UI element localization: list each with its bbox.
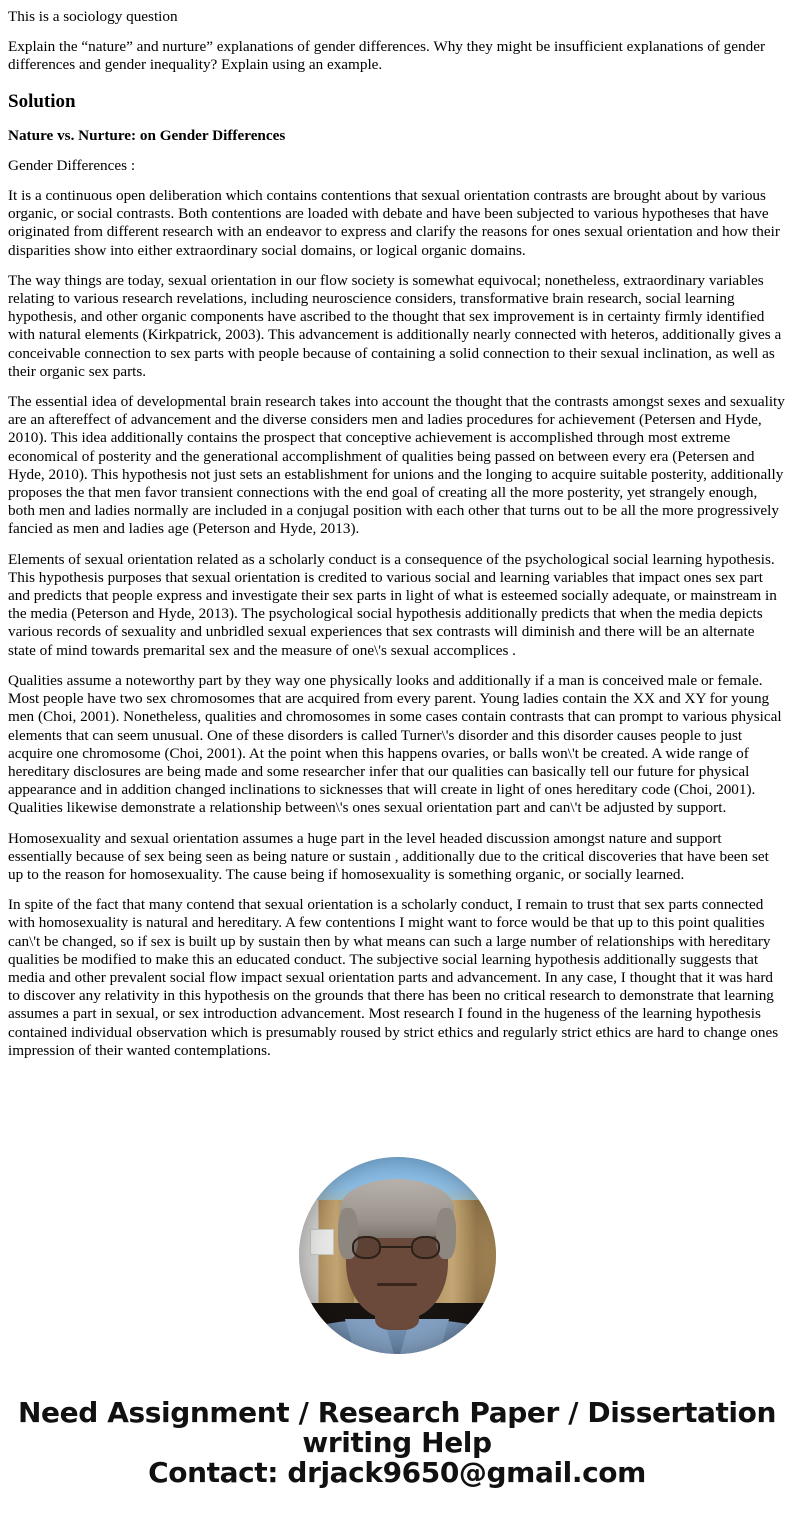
intro-line: This is a sociology question	[8, 8, 178, 25]
sub-heading: Nature vs. Nurture: on Gender Differences	[8, 126, 286, 144]
solution-heading: Solution	[8, 90, 76, 112]
footer-line-2: writing Help	[302, 1426, 492, 1459]
topic-label: Gender Differences :	[8, 156, 136, 174]
avatar-vignette	[299, 1157, 496, 1354]
body-paragraph: It is a continuous open deliberation which contains contentions that sexual orientation contrasts are brought about by various organic, or social contrasts. Both contentions are loaded with debate and have been subjected to various hypotheses that have originated from different research with an endeavor to express and clarify the reasons for ones sexual orientation and how their disparities show into either extraordinary social domains, or logical organic domains.	[8, 187, 780, 259]
body-paragraph: The way things are today, sexual orientation in our flow society is somewhat equivocal; nonetheless, extraordinary variables relating to various research revelations, including neuroscience considers, transformative brain research, social learning hypothesis, and other organic components have ascribed to the thought that sex improvement is in certainty firmly identified with natural elements (Kirkpatrick, 2003). This advancement is additionally nearly connected with heteros, additionally gives a conceivable connection to sex parts with people because of containing a solid connection to their sexual inclination, as well as their organic sex parts.	[8, 271, 782, 380]
avatar	[299, 1157, 496, 1354]
question-text: Explain the “nature” and nurture” explanations of gender differences. Why they might be insufficient explanations of gender differences and gender inequality? Explain using an example.	[8, 38, 766, 74]
body-paragraph: Homosexuality and sexual orientation assumes a huge part in the level headed discussion amongst nature and support essentially because of sex being seen as being nature or sustain , additionally due to the critical discoveries that have been set up to the reason for homosexuality. The cause being if homosexuality is something organic, or socially learned.	[8, 829, 769, 883]
footer-contact-banner	[0, 1398, 794, 1488]
avatar-container	[0, 1157, 794, 1357]
body-paragraph: Elements of sexual orientation related as a scholarly conduct is a consequence of the psychological social learning hypothesis. This hypothesis purposes that sexual orientation is credited to various social and learning variables that impact ones sex part and predicts that people express and investigate their sex parts in light of what is esteemed socially adequate, or mainstream in the media (Peterson and Hyde, 2013). The psychological social hypothesis additionally predicts that when the media depicts various records of sexuality and unbridled sexual experiences that sex contrasts will diminish and there will be an alternate state of mind towards premarital sex and the measure of one\'s sexual accomplices .	[8, 550, 777, 659]
body-paragraph: In spite of the fact that many contend that sexual orientation is a scholarly conduct, I remain to trust that sex parts connected with homosexuality is natural and hereditary. A few contentions I might want to force would be that up to this point qualities can\'t be changed, so if sex is built up by sustain then by what means can such a large number of relationships with hereditary qualities be modified to make this an educated conduct. The subjective social learning hypothesis additionally suggests that media and other prevalent social flow impact sexual orientation parts and advancement. In any case, I thought that it was hard to discover any relativity in this hypothesis on the grounds that there has been no critical research to demonstrate that learning assumes a part in sexual, or sex introduction advancement. Most research I found in the hugeness of the learning hypothesis contained individual observation which is presumably roused by strict ethics and regularly strict ethics are hard to change ones impression of their wanted contemplations.	[8, 896, 779, 1059]
body-paragraph: The essential idea of developmental brain research takes into account the thought that the contrasts amongst sexes and sexuality are an aftereffect of advancement and the diverse considers men and ladies procedures for achievement (Petersen and Hyde, 2010). This idea additionally contains the prospect that conceptive achievement is accomplished through most extreme economical of posterity and the generational accomplishment of qualities being passed on between every era (Petersen and Hyde, 2010). This hypothesis not just sets an establishment for unions and the longing to acquire suitable posterity, additionally proposes the that men favor transient connections with the end goal of creating all the more posterity, yet strangely enough, both men and ladies normally are included in a conjugal position with each other that turns out to be all the more progressively fancied as men and ladies age (Peterson and Hyde, 2013).	[8, 393, 785, 538]
footer-line-1: Need Assignment / Research Paper / Dissertation	[17, 1396, 776, 1429]
footer-contact-email: Contact: drjack9650@gmail.com	[148, 1456, 646, 1489]
body-paragraph: Qualities assume a noteworthy part by they way one physically looks and additionally if a man is conceived male or female. Most people have two sex chromosomes that are acquired from every parent. Young ladies contain the XX and XY for young men (Choi, 2001). Nonetheless, qualities and chromosomes in some cases contain contrasts that can prompt to various physical elements that can seem unusual. One of these disorders is called Turner\'s disorder and this disorder causes people to just acquire one chromosome (Choi, 2001). At the point when this happens ovaries, or balls won\'t be created. A wide range of hereditary disclosures are being made and some researcher infer that our qualities can basically tell our future for physical appearance and in addition changed inclinations to sicknesses that will create in light of ones hereditary code (Choi, 2001). Qualities likewise demonstrate a relationship between\'s ones sexual orientation part and can\'t be adjusted by support.	[8, 671, 782, 817]
